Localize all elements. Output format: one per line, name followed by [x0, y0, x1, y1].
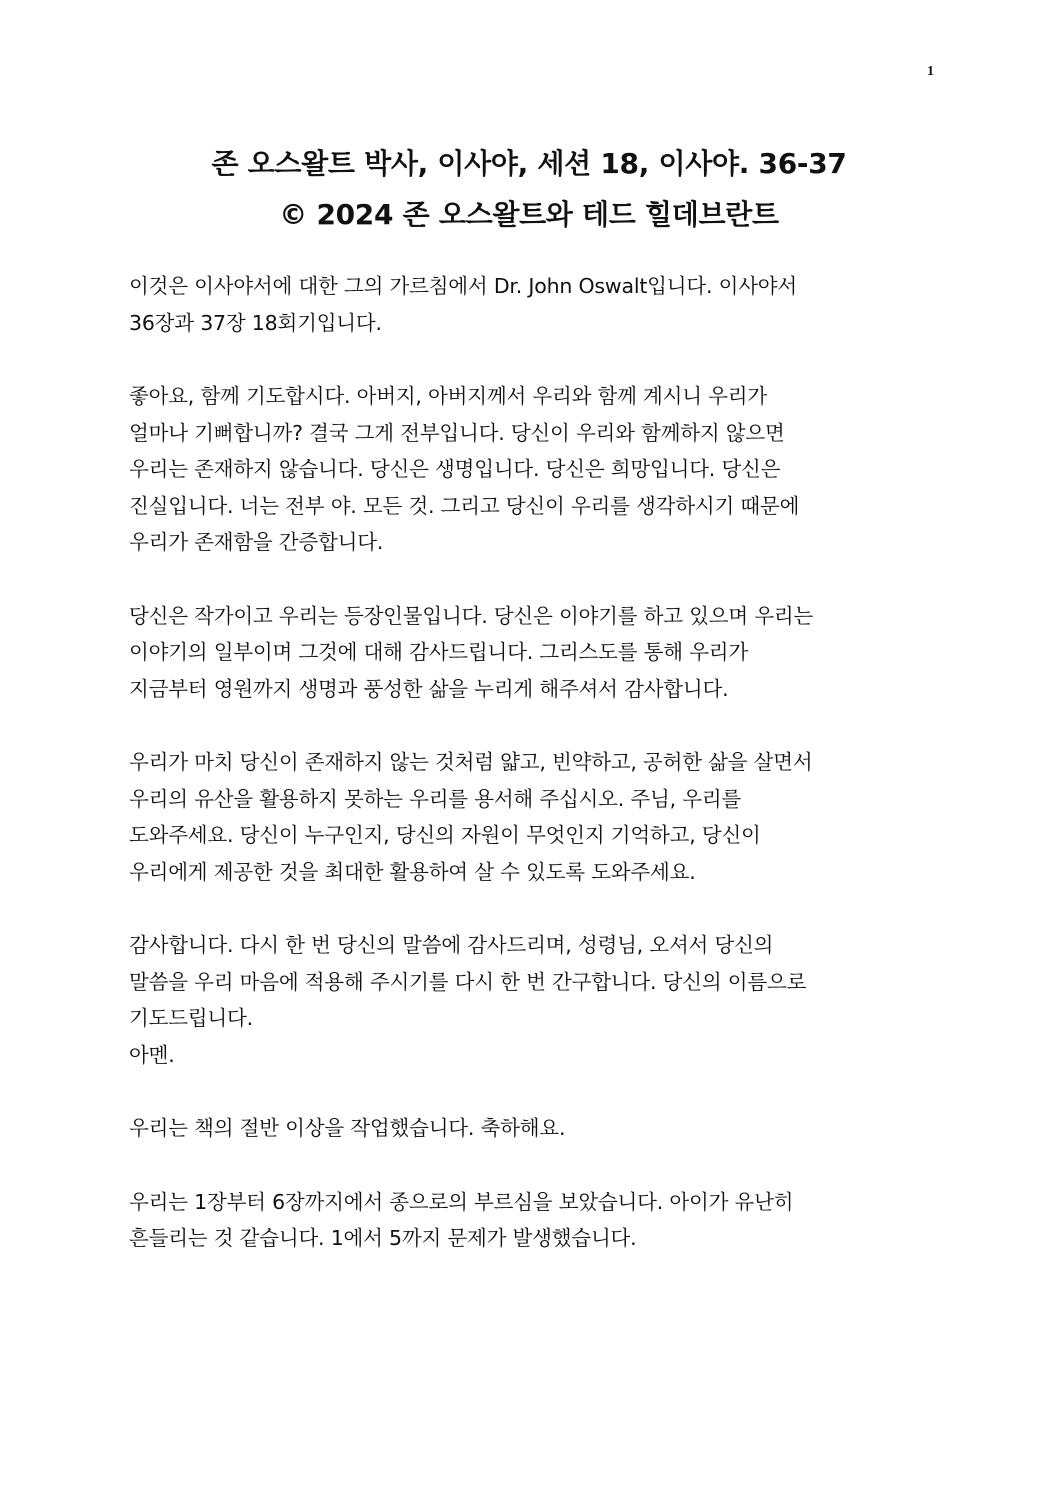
text-line: 기도드립니다.: [129, 1006, 253, 1030]
text-line: 감사합니다. 다시 한 번 당신의 말씀에 감사드리며, 성령님, 오셔서 당신의: [129, 933, 774, 957]
paragraph-prayer-3: [129, 744, 929, 890]
text-line: 당신은 작가이고 우리는 등장인물입니다. 당신은 이야기를 하고 있으며 우리는: [129, 603, 814, 628]
text-line: 진실입니다. 너는 전부 야. 모든 것. 그리고 당신이 우리를 생각하시기 때문에: [129, 493, 800, 518]
document-title: [60, 138, 998, 240]
text-line: 36장과 37장 18회기입니다.: [129, 310, 382, 335]
text-line: 좋아요, 함께 기도합시다. 아버지, 아버지께서 우리와 함께 계시니 우리가: [129, 384, 767, 408]
text-line: 우리에게 제공한 것을 최대한 활용하여 살 수 있도록 도와주세요.: [129, 859, 696, 884]
text-line: 우리가 마치 당신이 존재하지 않는 것처럼 얇고, 빈약하고, 공허한 삶을 살면서: [129, 750, 813, 774]
page-number: 1: [927, 64, 934, 79]
title-line-2: © 2024 존 오스왈트와 테드 힐데브란트: [279, 198, 779, 231]
text-line: 이야기의 일부이며 그것에 대해 감사드립니다. 그리스도를 통해 우리가: [129, 640, 749, 664]
text-line: 이것은 이사야서에 대한 그의 가르침에서 Dr. John Oswalt입니다. 이사야서: [129, 274, 798, 298]
text-line: 지금부터 영원까지 생명과 풍성한 삶을 누리게 해주셔서 감사합니다.: [129, 676, 729, 701]
title-line-1: 존 오스왈트 박사, 이사야, 세션 18, 이사야. 36-37: [211, 147, 847, 180]
document-body: [129, 268, 929, 1294]
amen-line: 아멘.: [129, 1042, 175, 1067]
paragraph-progress: [129, 1110, 929, 1147]
text-line: 우리는 존재하지 않습니다. 당신은 생명입니다. 당신은 희망입니다. 당신은: [129, 457, 781, 481]
text-line: 우리의 유산을 활용하지 못하는 우리를 용서해 주십시오. 주님, 우리를: [129, 786, 742, 811]
text-line: 우리가 존재함을 간증합니다.: [129, 530, 384, 554]
text-line: 얼마나 기뻐합니까? 결국 그게 전부입니다. 당신이 우리와 함께하지 않으면: [129, 420, 785, 445]
text-line: 말씀을 우리 마음에 적용해 주시기를 다시 한 번 간구합니다. 당신의 이름으로: [129, 969, 807, 994]
paragraph-prayer-2: [129, 598, 929, 708]
paragraph-prayer-1: [129, 378, 929, 561]
text-line: 도와주세요. 당신이 누구인지, 당신의 자원이 무엇인지 기억하고, 당신이: [129, 823, 761, 847]
text-line: 우리는 책의 절반 이상을 작업했습니다. 축하해요.: [129, 1116, 566, 1140]
paragraph-prayer-4: [129, 927, 929, 1073]
paragraph-intro: [129, 268, 929, 341]
text-line: 우리는 1장부터 6장까지에서 종으로의 부르심을 보았습니다. 아이가 유난히: [129, 1189, 794, 1214]
paragraph-review: [129, 1184, 929, 1257]
text-line: 흔들리는 것 같습니다. 1에서 5까지 문제가 발생했습니다.: [129, 1226, 637, 1250]
